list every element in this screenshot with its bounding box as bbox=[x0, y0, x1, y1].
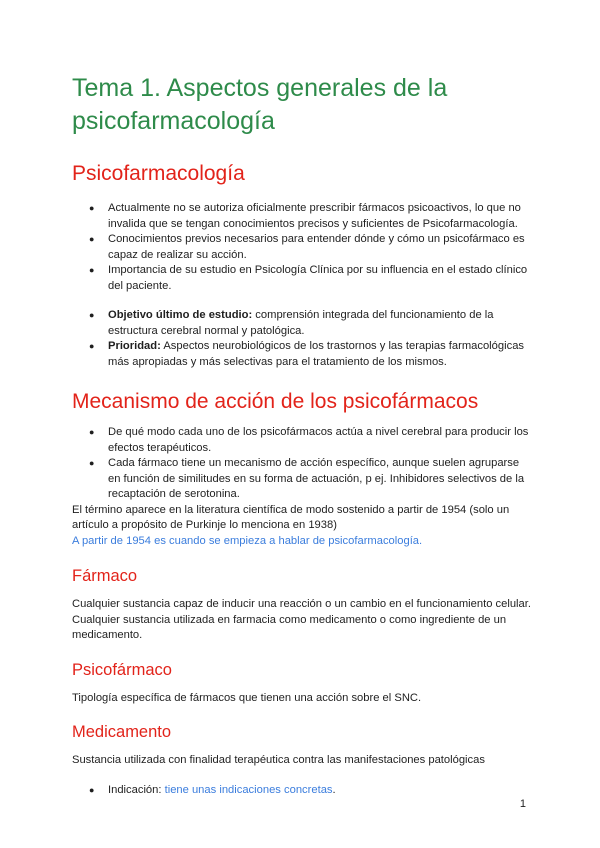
indicaciones-link[interactable]: tiene unas indicaciones concretas bbox=[164, 783, 333, 796]
list-item: ● Objetivo último de estudio: comprensión integrada del funcionamiento de la estructura cerebral normal y patológica. bbox=[89, 309, 494, 337]
bullet-list-mecanismo bbox=[72, 425, 532, 503]
bullet-list-medicamento bbox=[72, 783, 532, 799]
list-item: ● De qué modo cada uno de los psicofármacos actúa a nivel cerebral para producir los efectos terapéuticos. bbox=[89, 426, 529, 454]
list-item: ● Prioridad: Aspectos neurobiológicos de los trastornos y las terapias farmacológicas más apropiadas y más selectivas para el tratamiento de los mismos. bbox=[89, 340, 525, 368]
document-title: Tema 1. Aspectos generales de la psicofarmacología bbox=[72, 74, 448, 135]
paragraph-farmaco: Cualquier sustancia capaz de inducir una reacción o un cambio en el funcionamiento celular. Cualquier sustancia utilizada en farmacia como medicamento o como ingrediente de un medicamento. bbox=[72, 598, 531, 641]
list-item: ● Conocimientos previos necesarios para entender dónde y cómo un psicofármaco es capaz de realizar su acción. bbox=[89, 233, 525, 261]
bullet-icon: ● bbox=[89, 427, 95, 437]
section-heading-psicofarmacologia: Psicofarmacología bbox=[72, 162, 245, 185]
bold-label: Prioridad: bbox=[108, 340, 161, 352]
bullet-icon: ● bbox=[89, 458, 95, 468]
page-number: 1 bbox=[519, 798, 526, 810]
paragraph-history: El término aparece en la literatura científica de modo sostenido a partir de 1954 (solo un artículo a propósito de Purkinje lo menciona en 1938) bbox=[72, 503, 510, 531]
highlight-text: A partir de 1954 es cuando se empieza a hablar de psicofarmacología. bbox=[72, 534, 423, 547]
bullet-list-objectives bbox=[72, 308, 532, 370]
list-item: ● Cada fármaco tiene un mecanismo de acción específico, aunque suelen agruparse en función de similitudes en su forma de actuación, p ej. Inhibidores selectivos de la recaptación de serotonina. bbox=[89, 457, 525, 500]
bullet-icon: ● bbox=[89, 784, 95, 795]
bullet-icon: ● bbox=[89, 234, 95, 244]
paragraph-medicamento: Sustancia utilizada con finalidad terapéutica contra las manifestaciones patológicas bbox=[72, 754, 485, 766]
bullet-list-intro bbox=[72, 201, 532, 294]
bullet-icon: ● bbox=[89, 310, 95, 320]
list-item: ● Importancia de su estudio en Psicología Clínica por su influencia en el estado clínico del paciente. bbox=[89, 264, 528, 292]
list-item: ● Indicación: tiene unas indicaciones concretas. bbox=[72, 783, 532, 799]
section-heading-mecanismo: Mecanismo de acción de los psicofármacos bbox=[72, 390, 479, 413]
subheading-psicofarmaco: Psicofármaco bbox=[72, 660, 172, 679]
bullet-icon: ● bbox=[89, 341, 95, 351]
bullet-icon: ● bbox=[89, 265, 95, 275]
bullet-icon: ● bbox=[89, 203, 95, 213]
subheading-medicamento: Medicamento bbox=[72, 723, 172, 741]
document-page bbox=[72, 72, 532, 798]
paragraph-psicofarmaco: Tipología específica de fármacos que tienen una acción sobre el SNC. bbox=[72, 691, 422, 704]
bold-label: Objetivo último de estudio: bbox=[108, 309, 253, 321]
list-item: ● Actualmente no se autoriza oficialmente prescribir fármacos psicoactivos, lo que no invalida que se tengan conocimientos precisos y suficientes de Psicofarmacología. bbox=[89, 202, 521, 230]
subheading-farmaco: Fármaco bbox=[72, 567, 138, 585]
